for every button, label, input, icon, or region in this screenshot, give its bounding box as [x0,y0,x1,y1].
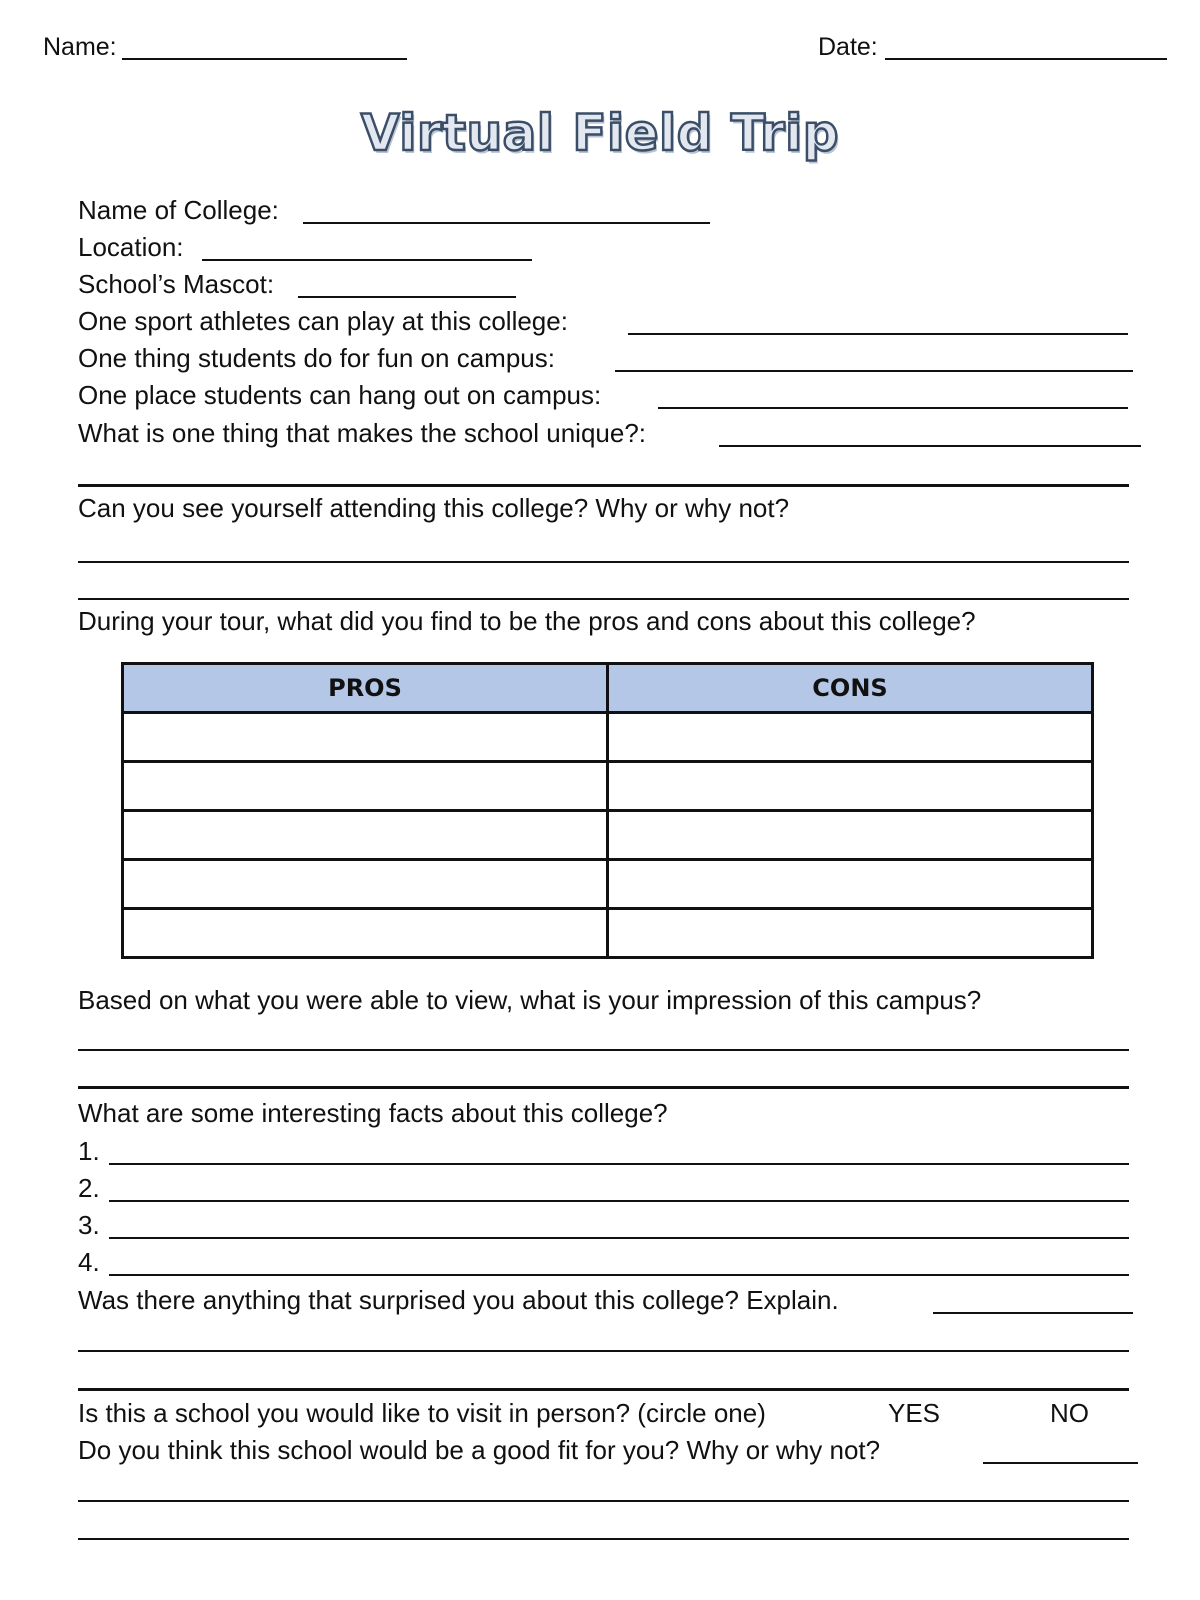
pros-cell[interactable] [123,762,608,811]
page-title: Virtual Field Trip [360,104,840,162]
college-name-line[interactable] [303,222,710,224]
surprised-answer-line-2[interactable] [78,1388,1129,1391]
cons-header: CONS [608,664,1093,713]
attend-answer-line-1[interactable] [78,561,1129,563]
date-label: Date: [818,33,878,61]
impression-answer-line-2[interactable] [78,1086,1129,1089]
visit-no-option[interactable]: NO [1050,1398,1089,1428]
cons-cell[interactable] [608,860,1093,909]
table-row [123,909,1093,958]
fact-line-1[interactable] [109,1163,1129,1165]
attend-question: Can you see yourself attending this college? Why or why not? [78,493,790,523]
fit-line-inline[interactable] [983,1462,1138,1464]
fact-number: 4. [78,1247,100,1277]
fit-answer-line-1[interactable] [78,1500,1129,1502]
fact-number: 3. [78,1210,100,1240]
fit-question: Do you think this school would be a good fit for you? Why or why not? [78,1435,881,1465]
fun-label: One thing students do for fun on campus: [78,343,555,373]
facts-question: What are some interesting facts about this college? [78,1098,668,1128]
pros-cons-header-row [123,664,1093,713]
fact-line-2[interactable] [109,1200,1129,1202]
hangout-label: One place students can hang out on campus: [78,380,602,410]
location-label: Location: [78,232,184,262]
pros-cons-table [121,662,1094,959]
unique-label: What is one thing that makes the school unique?: [78,418,647,448]
fact-number: 2. [78,1173,100,1203]
visit-question: Is this a school you would like to visit in person? (circle one) [78,1398,766,1428]
cons-cell[interactable] [608,713,1093,762]
table-row [123,713,1093,762]
impression-answer-line-1[interactable] [78,1049,1129,1051]
sport-line[interactable] [628,333,1128,335]
sport-label: One sport athletes can play at this college: [78,306,568,336]
fact-line-3[interactable] [109,1237,1129,1239]
hangout-line[interactable] [658,407,1128,409]
pros-header: PROS [123,664,608,713]
unique-line[interactable] [719,445,1141,447]
mascot-line[interactable] [298,296,516,298]
pros-cell[interactable] [123,713,608,762]
name-line[interactable] [122,58,407,60]
cons-cell[interactable] [608,811,1093,860]
pros-cell[interactable] [123,909,608,958]
cons-cell[interactable] [608,762,1093,811]
fit-answer-line-2[interactable] [78,1538,1129,1540]
surprised-question: Was there anything that surprised you about this college? Explain. [78,1285,839,1315]
college-name-label: Name of College: [78,195,279,225]
attend-answer-line-2[interactable] [78,598,1129,600]
pros-cell[interactable] [123,811,608,860]
table-row [123,811,1093,860]
fun-line[interactable] [615,370,1133,372]
date-line[interactable] [885,58,1167,60]
location-line[interactable] [202,259,532,261]
unique-answer-line[interactable] [78,484,1129,487]
cons-cell[interactable] [608,909,1093,958]
name-label: Name: [43,33,117,61]
table-row [123,762,1093,811]
mascot-label: School’s Mascot: [78,269,275,299]
fact-number: 1. [78,1136,100,1166]
surprised-line-inline[interactable] [933,1312,1133,1314]
fact-line-4[interactable] [109,1274,1129,1276]
pros-cons-question: During your tour, what did you find to be the pros and cons about this college? [78,606,976,636]
visit-yes-option[interactable]: YES [888,1398,941,1428]
surprised-answer-line-1[interactable] [78,1350,1129,1352]
pros-cell[interactable] [123,860,608,909]
table-row [123,860,1093,909]
impression-question: Based on what you were able to view, what is your impression of this campus? [78,985,982,1015]
